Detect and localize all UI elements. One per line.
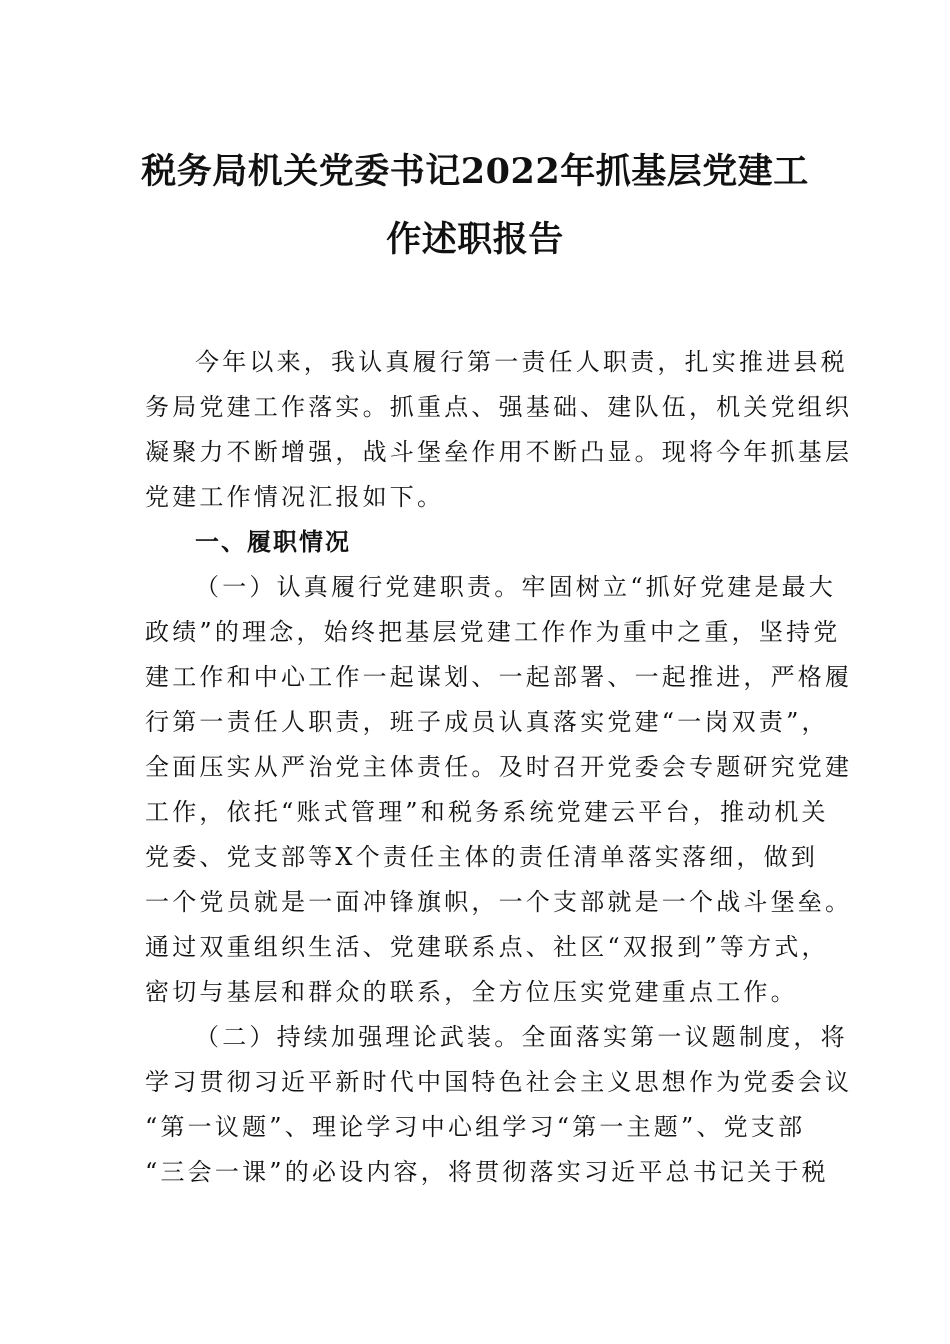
paragraph-line: 党建工作情况汇报如下。 [145,483,445,511]
paragraph-line: 学习贯彻习近平新时代中国特色社会主义思想作为党委会议 [145,1068,853,1096]
paragraph-line: 通过双重组织生活、党建联系点、社区“双报到”等方式， [145,933,829,961]
paragraph-line: 政绩”的理念，始终把基层党建工作作为重中之重，坚持党 [145,618,841,646]
paragraph-line: “第一议题”、理论学习中心组学习“第一主题”、党支部 [145,1113,806,1141]
document-title-line-2: 作述职报告 [386,219,564,260]
document-title-line-1: 税务局机关党委书记2022年抓基层党建工 [141,151,809,192]
paragraph-line: （一）认真履行党建职责。牢固树立“抓好党建是最大 [195,573,837,601]
paragraph-line: 务局党建工作落实。抓重点、强基础、建队伍，机关党组织 [145,393,853,421]
paragraph-line: 今年以来，我认真履行第一责任人职责，扎实推进县税 [195,348,848,376]
paragraph-line: 党委、党支部等X个责任主体的责任清单落实落细，做到 [145,843,819,871]
paragraph-line: 一个党员就是一面冲锋旗帜，一个支部就是一个战斗堡垒。 [145,888,853,916]
paragraph-line: （二）持续加强理论武装。全面落实第一议题制度，将 [195,1023,848,1051]
paragraph-line: 凝聚力不断增强，战斗堡垒作用不断凸显。现将今年抓基层 [145,438,853,466]
section-heading: 一、履职情况 [195,528,351,556]
paragraph-line: 行第一责任人职责，班子成员认真落实党建“一岗双责”， [145,708,829,736]
paragraph-line: 全面压实从严治党主体责任。及时召开党委会专题研究党建 [145,753,853,781]
paragraph-line: 建工作和中心工作一起谋划、一起部署、一起推进，严格履 [145,663,853,691]
paragraph-line: 工作，依托“账式管理”和税务系统党建云平台，推动机关 [145,798,829,826]
paragraph-line: 密切与基层和群众的联系，全方位压实党建重点工作。 [145,978,798,1006]
paragraph-line: “三会一课”的必设内容，将贯彻落实习近平总书记关于税 [145,1158,829,1186]
